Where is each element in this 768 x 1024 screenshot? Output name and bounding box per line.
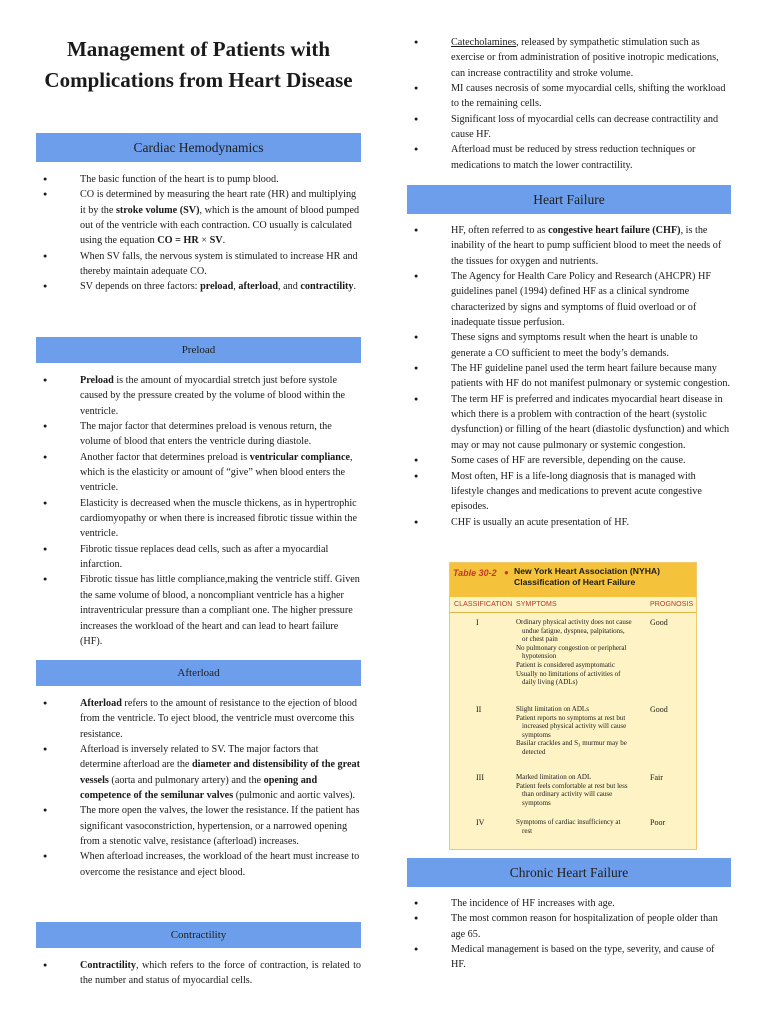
list-item: ● CHF is usually an acute presentation of HF. [407, 515, 731, 530]
section-heading-chronic-heart-failure: Chronic Heart Failure [407, 858, 731, 887]
nyha-table-header [450, 563, 696, 597]
list-item: ● The incidence of HF increases with age. [407, 896, 731, 911]
list-item: ● Another factor that determines preload is ventricular compliance, which is the elasticity or amount of “give” when blood enters the ventricle. [36, 450, 361, 496]
list-item: ● Contractility, which refers to the force of contraction, is related to the number and status of myocardial cells. [36, 958, 361, 989]
list-item: ● Significant loss of myocardial cells can decrease contractility and cause HF. [407, 112, 731, 143]
list-item: ● The term HF is preferred and indicates myocardial heart disease in which there is a problem with contraction of the heart (systolic dysfunction) or filling of the heart (diastolic dysfunction) and which may or may not cause pulmonary or systemic congestion. [407, 392, 731, 453]
nyha-table-title: New York Heart Association (NYHA) Classification of Heart Failure [514, 566, 660, 587]
nyha-table-number: Table 30-2 [453, 568, 497, 578]
list-item: ● Afterload refers to the amount of resistance to the ejection of blood from the ventricle. To eject blood, the ventricle must overcome this resistance. [36, 696, 361, 742]
row-class: I [476, 618, 479, 627]
list-item: ● Some cases of HF are reversible, depending on the cause. [407, 453, 731, 468]
list-item: ● Most often, HF is a life-long diagnosis that is managed with lifestyle changes and medications to prevent acute congestive episodes. [407, 469, 731, 515]
row-prognosis: Good [650, 705, 668, 714]
symptom-line: Patient is considered asymptomatic [516, 660, 615, 669]
symptom-line: No pulmonary congestion or peripheral hypotension [516, 643, 627, 661]
section-heading-contractility: Contractility [36, 922, 361, 948]
hemodynamics-list [36, 172, 361, 295]
row-symptoms [516, 618, 632, 687]
symptom-line: Marked limitation on ADL [516, 773, 592, 781]
nyha-classification-table [449, 562, 697, 850]
list-item: ● Fibrotic tissue has little compliance,making the ventricle stiff. Given the same volume of blood, a noncompliant ventricle has a higher intraventricular pressure than a compliant one. The higher pressure increases the workload of the heart and can lead to heart failure (HF). [36, 572, 361, 649]
row-symptoms [516, 705, 632, 757]
afterload-list [36, 696, 361, 880]
row-class: III [476, 773, 484, 782]
list-item: ● Catecholamines, released by sympathetic stimulation such as exercise or from administration of positive inotropic medications, can increase contractility and stroke volume. [407, 35, 731, 81]
row-symptoms [516, 818, 632, 835]
list-item: ● The HF guideline panel used the term heart failure because many patients with HF do not manifest pulmonary or systemic congestion. [407, 361, 731, 392]
preload-list [36, 373, 361, 649]
list-item: ● When afterload increases, the workload of the heart must increase to overcome the resistance and eject blood. [36, 849, 361, 880]
chronic-heart-failure-list [407, 896, 731, 973]
table-divider [450, 612, 696, 613]
section-heading-afterload: Afterload [36, 660, 361, 686]
section-heading-preload: Preload [36, 337, 361, 363]
contractility-continued-list [407, 35, 731, 173]
symptom-line: Ordinary physical activity does not cause undue fatigue, dyspnea, palpitations, or chest pain [516, 618, 632, 644]
list-item: ● Elasticity is decreased when the muscle thickens, as in hypertrophic cardiomyopathy or when there is increased fibrotic tissue within the ventricle. [36, 496, 361, 542]
bullet-icon: ● [504, 568, 509, 577]
list-item: ● Medical management is based on the type, severity, and cause of HF. [407, 942, 731, 973]
list-item: ● These signs and symptoms result when the heart is unable to generate a CO sufficient to meet the body’s demands. [407, 330, 731, 361]
list-item: ● Preload is the amount of myocardial stretch just before systole caused by the pressure created by the volume of blood within the ventricle. [36, 373, 361, 419]
row-class: IV [476, 818, 485, 827]
list-item: ● HF, often referred to as congestive heart failure (CHF), is the inability of the heart to pump sufficient blood to meet the needs of the tissues for oxygen and nutrients. [407, 223, 731, 269]
row-prognosis: Poor [650, 818, 666, 827]
contractility-list [36, 958, 361, 989]
list-item: ● When SV falls, the nervous system is stimulated to increase HR and thereby maintain adequate CO. [36, 249, 361, 280]
list-item: ● CO is determined by measuring the heart rate (HR) and multiplying it by the stroke volume (SV), which is the amount of blood pumped out of the ventricle with each contraction. CO usually is calculated using the equation CO = HR × SV. [36, 187, 361, 248]
row-symptoms [516, 773, 632, 807]
list-item: ● The more open the valves, the lower the resistance. If the patient has significant vasoconstriction, hypertension, or a narrowed opening from a stenotic valve, resistance (afterload) increases. [36, 803, 361, 849]
section-heading-cardiac-hemodynamics: Cardiac Hemodynamics [36, 133, 361, 162]
list-item: ● The Agency for Health Care Policy and Research (AHCPR) HF guidelines panel (1994) defined HF as a clinical syndrome characterized by signs and symptoms of fluid overload or of inadequate tissue perfusion. [407, 269, 731, 330]
row-class: II [476, 705, 482, 714]
page-title: Management of Patients with Complications from Heart Disease [44, 37, 353, 92]
section-heading-heart-failure: Heart Failure [407, 185, 731, 214]
list-item: ● Afterload must be reduced by stress reduction techniques or medications to match the lower contractility. [407, 142, 731, 173]
list-item: ● The most common reason for hospitalization of people older than age 65. [407, 911, 731, 942]
symptom-line: Symptoms of cardiac insufficiency at rest [516, 818, 621, 835]
symptom-line: Basilar crackles and S₃ murmur may be detected [516, 739, 627, 756]
symptom-line: Patient feels comfortable at rest but less than ordinary activity will cause symptoms [516, 781, 628, 807]
row-prognosis: Fair [650, 773, 663, 782]
symptom-line: Usually no limitations of activities of daily living (ADLs) [516, 669, 621, 687]
symptom-line: Patient reports no symptoms at rest but increased physical activity will cause symptoms [516, 713, 627, 739]
heart-failure-list [407, 223, 731, 530]
list-item: ● Fibrotic tissue replaces dead cells, such as after a myocardial infarction. [36, 542, 361, 573]
row-prognosis: Good [650, 618, 668, 627]
list-item: ● MI causes necrosis of some myocardial cells, shifting the workload to the remaining cells. [407, 81, 731, 112]
column-header-prognosis: PROGNOSIS [650, 601, 694, 608]
list-item: ● The major factor that determines preload is venous return, the volume of blood that enters the ventricle during diastole. [36, 419, 361, 450]
list-item: ● SV depends on three factors: preload, afterload, and contractility. [36, 279, 361, 294]
column-header-classification: CLASSIFICATION [454, 601, 513, 608]
column-header-symptoms: SYMPTOMS [516, 601, 557, 608]
symptom-line: Slight limitation on ADLs [516, 705, 589, 713]
list-item: ● The basic function of the heart is to pump blood. [36, 172, 361, 187]
list-item: ● Afterload is inversely related to SV. The major factors that determine afterload are the diameter and distensibility of the great vessels (aorta and pulmonary artery) and the opening and competence of the semilunar valves (pulmonic and aortic valves). [36, 742, 361, 803]
